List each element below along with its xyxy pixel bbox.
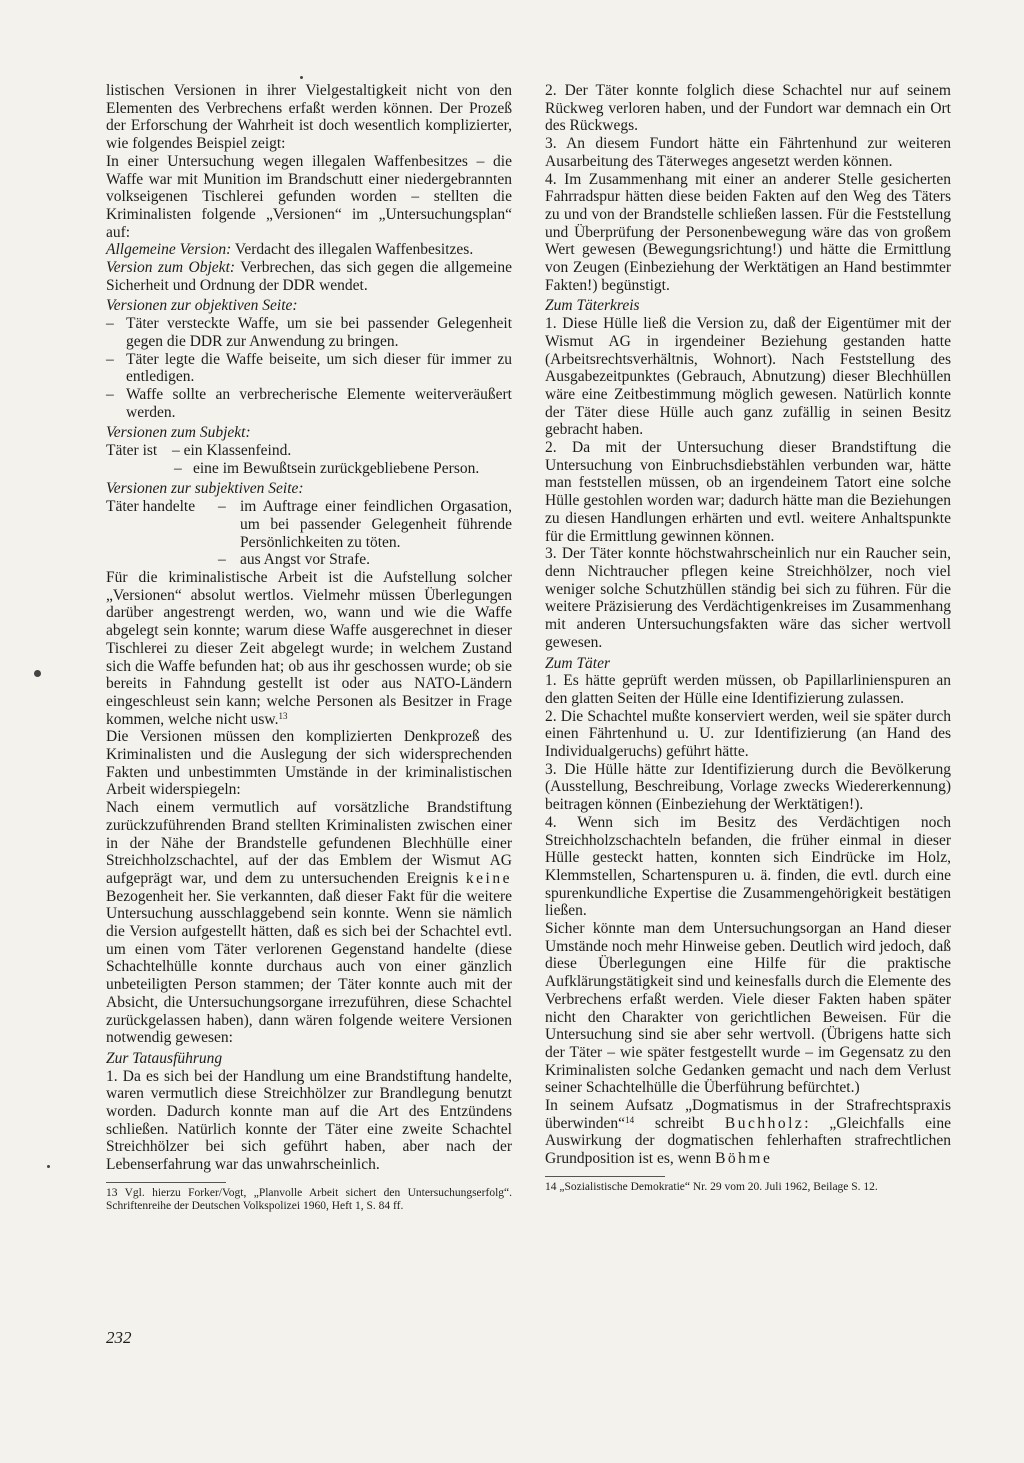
paragraph: 3. Die Hülle hätte zur Identifizierung durch die Bevölkerung (Ausstellung, Beschreibung, Vorlage zwecks Wiedererkennung) beitragen können (Einbeziehung der Werktätigen!). xyxy=(545,760,951,814)
list-item: – Täter versteckte Waffe, um sie bei passender Gelegenheit gegen die DDR zur Anwendung zu bringen. xyxy=(106,315,512,350)
spaced-emphasis: keine xyxy=(465,869,512,887)
paragraph: 1. Da es sich bei der Handlung um eine Brandstiftung handelte, waren vermutlich diese Streichhölzer zur Brandlegung benutzt worden. Dadurch konnte man auf die Art des Entzündens schließen. Natürlich konnte der Täter eine zweite Schachtel Streichhölzer bei sich geführt haben, aber nach der Lebenserfahrung war das unwahrscheinlich. xyxy=(106,1067,512,1174)
paragraph: listischen Versionen in ihrer Vielgestaltigkeit nicht von den Elementen des Verbrechens erfaßt werden können. Der Prozeß der Erforschung der Wahrheit ist doch wesentlich komplizierter, wie folgendes Beispiel zeigt: xyxy=(106,82,512,153)
object-version xyxy=(106,259,512,294)
list-item: – Waffe sollte an verbrecherische Elemente weiterveräußert werden. xyxy=(106,385,512,421)
paragraph: Sicher könnte man dem Untersuchungsorgan an Hand dieser Umstände noch mehr Hinweise geben. Deutlich wird jedoch, daß diese Überlegungen eine Hilfe für die praktische Aufklärungstätigkeit sind und keinesfalls durch die Elemente des Verbrechens erfaßt werden. Viele dieser Fakten haben später nicht den Charakter von gerichtlichen Beweisen. Für die Untersuchung sind sie aber sehr wertvoll. (Übrigens hatte sich der Täter – wie später festgestellt wurde – im Gegensatz zu den Kriminalisten solche Gedanken gemacht und nach dem Verlust seiner Schachtelhülle die Überführung befürchtet.) xyxy=(545,920,951,1097)
section-heading: Versionen zur subjektiven Seite: xyxy=(106,480,304,498)
list-item: – aus Angst vor Strafe. xyxy=(218,551,371,569)
section-heading: Zum Täterkreis xyxy=(545,297,640,315)
paragraph: Die Versionen müssen den komplizierten Denkprozeß des Kriminalisten und die Auslegung der sich widersprechenden Fakten und unbestimmten Umstände in der kriminalistischen Arbeit widerspiegeln: xyxy=(106,728,512,799)
section-heading: Versionen zur objektiven Seite: xyxy=(106,297,298,315)
section-heading: Versionen zum Subjekt: xyxy=(106,424,251,442)
paragraph: 2. Da mit der Untersuchung dieser Brandstiftung die Untersuchung von Einbruchsdiebstählen verbunden war, hätte man feststellen müssen, ob an irgendeinem Tatort eine solche Hülle gestohlen worden war; dadurch hätte man die Beziehungen zu diesen Handlungen erhärten und evtl. weitere Anhaltspunkte für die Ermittlung gewinnen können. xyxy=(545,439,951,545)
page-number: 232 xyxy=(106,1328,132,1347)
paragraph: 3. Der Täter konnte höchstwahrscheinlich nur ein Raucher sein, denn Nichtraucher pflegen keine Streichhölzer, noch viel weniger solche Schutzhüllen ständig bei sich zu führen. Für die weitere Präzisierung des Verdächtigenkreises im Zusammenhang mit anderen Untersuchungsfakten wäre das sicher wertvoll gewesen. xyxy=(545,545,951,651)
section-heading: Zum Täter xyxy=(545,654,611,672)
subject-lead: Täter ist xyxy=(106,442,158,460)
paragraph: 4. Im Zusammenhang mit einer an anderer Stelle gesicherten Fahrradspur hätten diese beiden Fakten auf den Weg des Täters zu und von der Brandstelle schließen lassen. Für die Feststellung und Überprüfung der Personenbewegung wäre das von großem Wert gewesen (Bewegungsrichtung!) und hätte die Ermittlung von Zeugen (Einbeziehung der Werktätigen an Hand bestimmter Fakten!) begünstigt. xyxy=(545,170,951,294)
footnote: 14 „Sozialistische Demokratie“ Nr. 29 vom 20. Juli 1962, Beilage S. 12. xyxy=(545,1180,878,1193)
paragraph: 4. Wenn sich im Besitz des Verdächtigen noch Streichholzschachteln befanden, die früher einmal in dieser Hülle gesteckt hatten, konnten sich Eindrücke im Holz, Klemmstellen, Schartenspuren u. ä. finden, die evtl. durch eine spurenkundliche Expertise die Zusammengehörigkeit bestätigen ließen. xyxy=(545,813,951,920)
object-version-text: Verbrechen, das sich gegen die allgemeine Sicherheit und Ordnung der DDR wendet. xyxy=(106,259,512,294)
paragraph: In seinem Aufsatz „Dogmatismus in der Strafrechtspraxis überwinden“$^{14}$ schreibt Buchholz: „Gleichfalls eine Auswirkung der dogmatischen fehlerhaften strafrechtlichen Grundposition ist es, wenn Böhme xyxy=(545,1097,951,1168)
general-version xyxy=(106,241,512,259)
paragraph: 2. Der Täter konnte folglich diese Schachtel nur auf seinem Rückweg verloren haben, und der Fundort war demnach ein Ort des Rückwegs. xyxy=(545,82,951,135)
paragraph: Nach einem vermutlich auf vorsätzliche Brandstiftung zurückzuführenden Brand stellten Kriminalisten zwischen einer in der Nähe der Brandstelle gefundenen Blechhülle einer Streichholzschachtel, auf der das Emblem der Wismut AG aufgeprägt war, und dem zu untersuchenden Ereignis keine Bezogenheit her. Sie verkannten, daß dieser Fakt für die weitere Untersuchung ausschlaggebend sein konnte. Wenn sie nämlich die Version aufgestellt hätten, daß es sich bei der Schachtel evtl. um einen vom Täter verlorenen Gegenstand handelte (diese Schachtelhülle konnte durchaus auch von einer gänzlich unbeteiligten Person stammen; der Täter konnte auch mit der Absicht, die Untersuchungsorgane irrezuführen, diese Schachtel zurückgelassen haben), dann wären folgende weitere Versionen notwendig gewesen: xyxy=(106,799,512,1047)
list-item: – Täter legte die Waffe beiseite, um sich dieser für immer zu entledigen. xyxy=(106,350,512,386)
scan-speck xyxy=(47,1165,50,1168)
subjective-list xyxy=(106,498,512,569)
author-name: Buchholz xyxy=(724,1114,805,1132)
footnote-ref: 14 xyxy=(625,1114,635,1125)
general-version-label: Allgemeine Version: xyxy=(106,241,232,259)
paragraph: 1. Diese Hülle ließ die Version zu, daß der Eigentümer mit der Wismut AG in irgendeiner Beziehung gestanden hatte (Arbeitsrechtsverhältnis, Wohnort). Nach Feststellung des Ausgabezeitpunktes (Gebrauch, Abnutzung) dieser Blechhüllen wäre eine Zeitbestimmung möglich gewesen. Natürlich konnte der Täter diese Hülle auch ganz zufällig in seinen Besitz gebracht haben. xyxy=(545,315,951,439)
right-column xyxy=(545,82,951,1194)
scan-speck xyxy=(300,76,303,79)
paragraph: Für die kriminalistische Arbeit ist die Aufstellung solcher „Versionen“ absolut wertlos. Vielmehr müssen Überlegungen darüber angestrengt werden, wo, wann und wie die Waffe abgelegt sein konnte; warum diese Waffe ausgerechnet in dieser Tischlerei zu dieser Zeit abgelegt wurde; in welchem Zustand sich die Waffe befunden hat; ob aus ihr geschossen wurde; ob sie bereits in Fahndung gestellt ist oder aus NATO-Ländern eingeschleust sein kann; welche Personen als Besitzer in Frage kommen, welche nicht usw.$^{13}$ xyxy=(106,568,512,728)
list-item: – im Auftrage einer feindlichen Orgasation, um bei passender Gelegenheit führende Persönlichkeiten zu töten. xyxy=(218,498,512,551)
paragraph: 3. An diesem Fundort hätte ein Fährtenhund zur weiteren Ausarbeitung des Täterweges angesetzt werden können. xyxy=(545,135,951,170)
footnote-ref: 13 xyxy=(278,710,288,721)
object-version-label: Version zum Objekt: xyxy=(106,259,236,277)
footnote: 13 Vgl. hierzu Forker/Vogt, „Planvolle Arbeit sichert den Untersuchungserfolg“. Schriftenreihe der Deutschen Volkspolizei 1960, Heft 1, S. 84 ff. xyxy=(106,1186,512,1212)
scan-speck xyxy=(34,670,41,677)
paragraph: 2. Die Schachtel mußte konserviert werden, weil sie später durch einen Fährtenhund u. U. zur Identifizierung (an Hand des Individualgeruchs) geführt hätte. xyxy=(545,707,951,761)
subject-list: Täter ist – ein Klassenfeind. xyxy=(106,442,292,460)
author-name: Böhme xyxy=(715,1150,773,1168)
paragraph: In einer Untersuchung wegen illegalen Waffenbesitzes – die Waffe war mit Munition im Brandschutt einer niedergebrannten volkseigenen Tischlerei gefunden worden – stellten die Kriminalisten folgende „Versionen“ im „Untersuchungsplan“ auf: xyxy=(106,152,512,241)
list-item: ein Klassenfeind. xyxy=(183,442,292,460)
subjective-lead: Täter handelte xyxy=(106,498,196,516)
left-column xyxy=(106,82,512,1213)
general-version-text: Verdacht des illegalen Waffenbesitzes. xyxy=(231,241,474,259)
paragraph: 1. Es hätte geprüft werden müssen, ob Papillarlinienspuren an den glatten Seiten der Hülle eine Identifizierung zulassen. xyxy=(545,672,951,707)
list-item: – eine im Bewußtsein zurückgebliebene Person. xyxy=(174,459,480,477)
footnote-divider xyxy=(106,1182,226,1183)
footnote-divider xyxy=(545,1176,665,1177)
section-heading: Zur Tatausführung xyxy=(106,1049,223,1067)
